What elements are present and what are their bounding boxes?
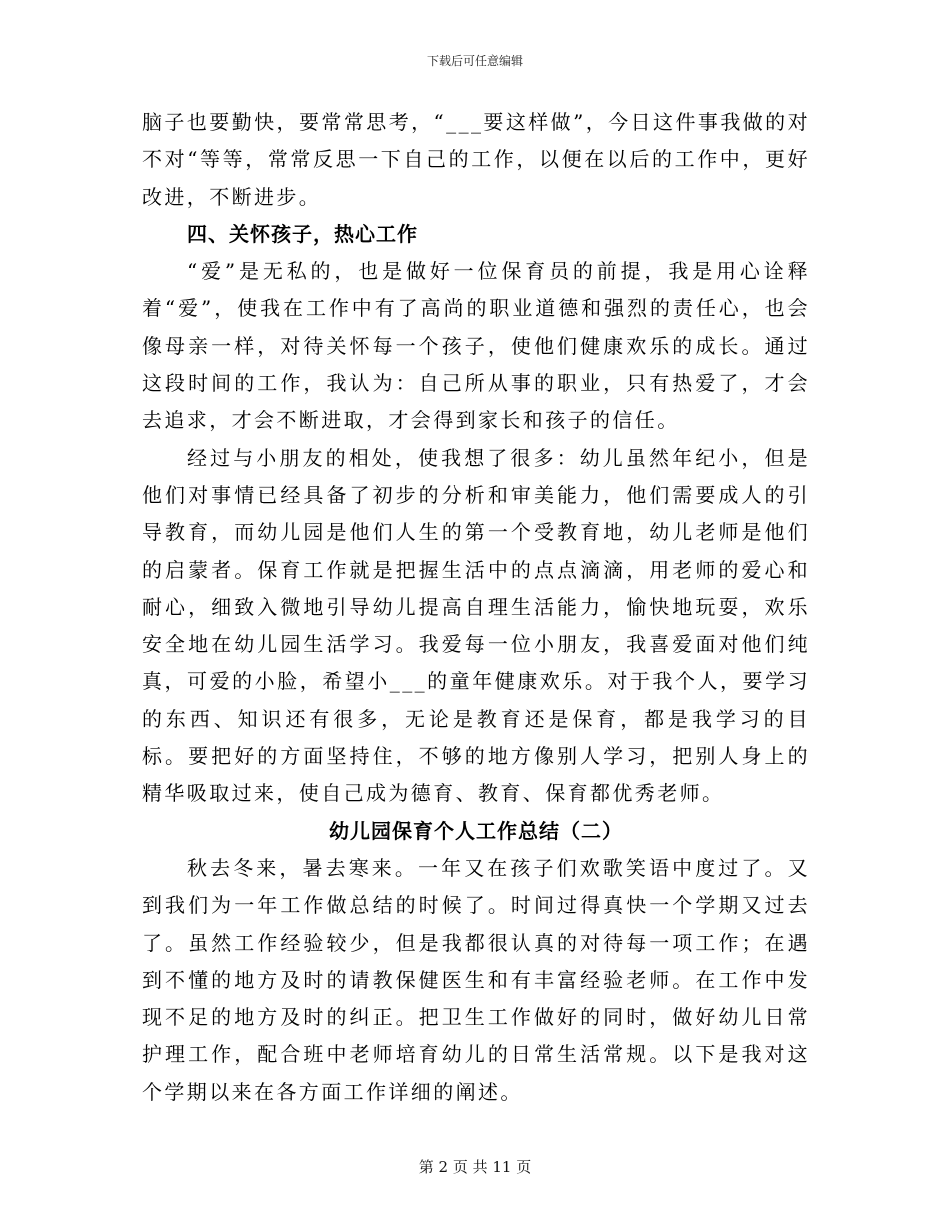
paragraph-intro: 秋去冬来，暑去寒来。一年又在孩子们欢歌笑语中度过了。又到我们为一年工作做总结的时候了。时间过得真快一个学期又过去了。虽然工作经验较少，但是我都很认真的对待每一项工作；在遇到不懂的地方及时的请教保健医生和有丰富经验老师。在工作中发现不足的地方及时的纠正。把卫生工作做好的同时，做好幼儿日常护理工作，配合班中老师培育幼儿的日常生活常规。以下是我对这个学期以来在各方面工作详细的阐述。 — [142, 855, 810, 1104]
document-body — [142, 104, 810, 1111]
paragraph-love: “爱”是无私的，也是做好一位保育员的前提，我是用心诠释着“爱”，使我在工作中有了高尚的职业道德和强烈的责任心，也会像母亲一样，对待关怀每一个孩子，使他们健康欢乐的成长。通过这段时间的工作，我认为：自己所从事的职业，只有热爱了，才会去追求，才会不断进取，才会得到家长和孩子的信任。 — [142, 259, 810, 433]
paragraph-experience: 经过与小朋友的相处，使我想了很多：幼儿虽然年纪小，但是他们对事情已经具备了初步的分析和审美能力，他们需要成人的引导教育，而幼儿园是他们人生的第一个受教育地，幼儿老师是他们的启蒙者。保育工作就是把握生活中的点点滴滴，用老师的爱心和耐心，细致入微地引导幼儿提高自理生活能力，愉快地玩耍，欢乐安全地在幼儿园生活学习。我爱每一位小朋友，我喜爱面对他们纯真，可爱的小脸，希望小___的童年健康欢乐。对于我个人，要学习的东西、知识还有很多，无论是教育还是保育，都是我学习的目标。要把好的方面坚持住，不够的地方像别人学习，把别人身上的精华吸取过来，使自己成为德育、教育、保育都优秀老师。 — [142, 445, 810, 806]
section-heading-4: 四、关怀孩子，热心工作 — [187, 221, 418, 246]
document-title-2: 幼儿园保育个人工作总结（二） — [329, 818, 623, 843]
page-footer: 第 2 页 共 11 页 — [418, 1158, 532, 1176]
page-header: 下载后可任意编辑 — [426, 54, 523, 68]
paragraph-continued: 脑子也要勤快，要常常思考，“___要这样做”，今日这件事我做的对不对“等等，常常反思一下自己的工作，以便在以后的工作中，更好改进，不断进步。 — [142, 110, 810, 209]
